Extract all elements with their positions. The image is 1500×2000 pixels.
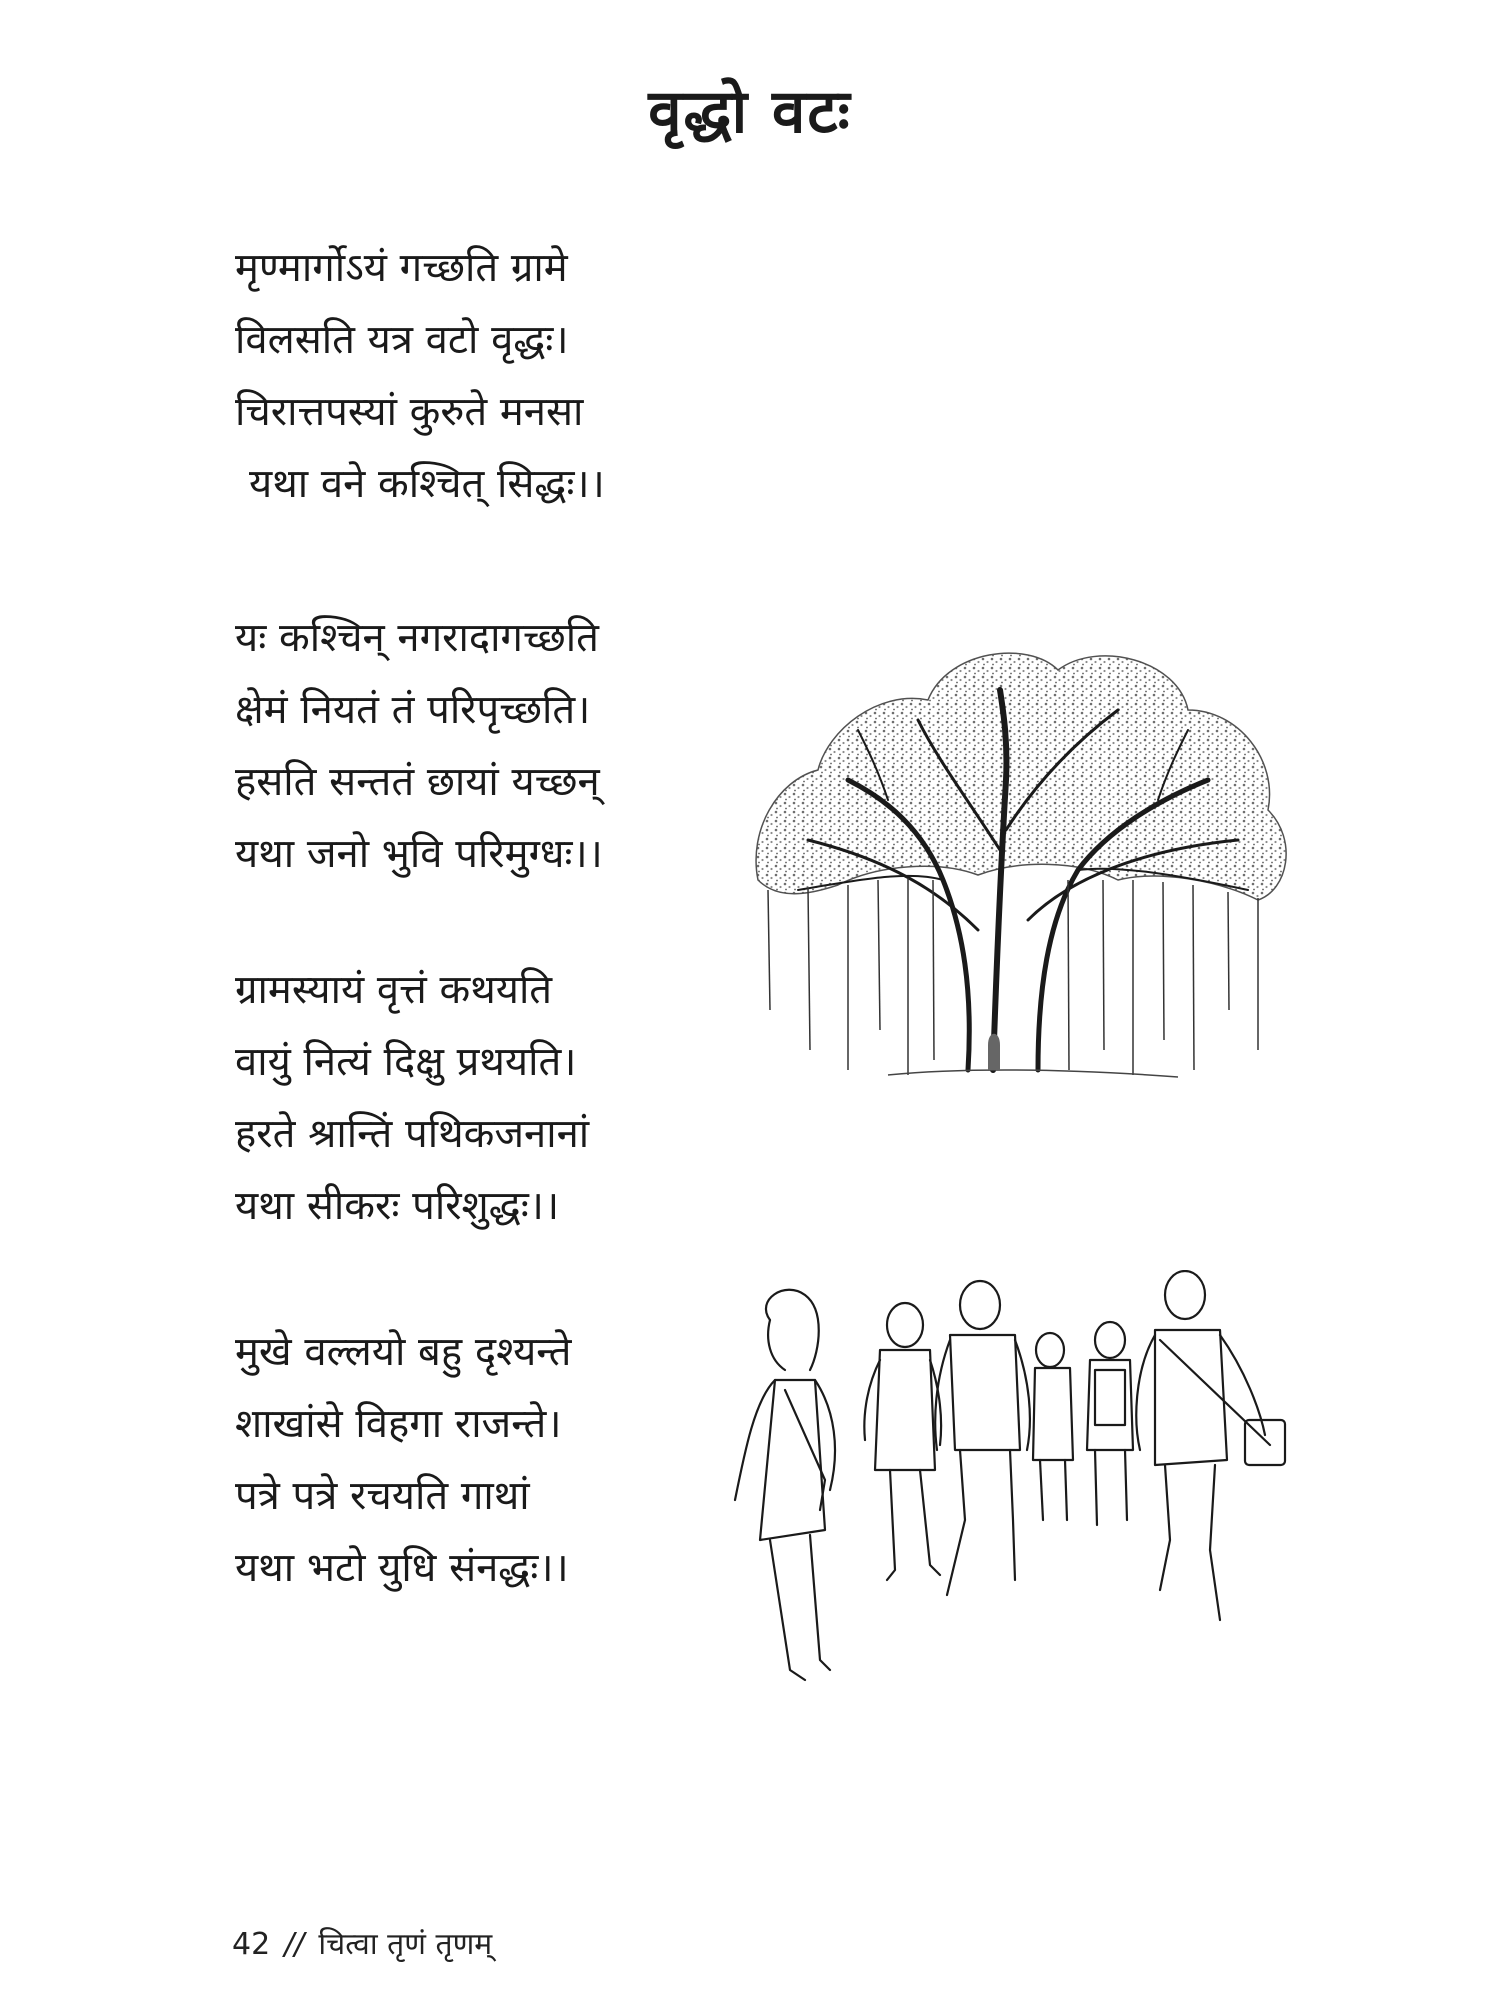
book-title: चित्वा तृणं तृणम् — [318, 1927, 493, 1962]
verse-line: मृण्मार्गोऽयं गच्छति ग्रामे — [235, 245, 568, 291]
poem-title: वृद्धो वटः — [648, 77, 852, 147]
verse-line: यथा भटो युधि संनद्धः।। — [235, 1545, 569, 1591]
page-number: 42 — [232, 1927, 271, 1962]
verse-line: हरते श्रान्तिं पथिकजनानां — [235, 1111, 590, 1157]
verse-line: यथा वने कश्चित् सिद्धः।। — [249, 461, 605, 507]
person-figure — [864, 1303, 941, 1580]
stanza-2 — [235, 602, 755, 890]
tree-aerial-roots — [768, 878, 1258, 1075]
person-figure — [1033, 1333, 1073, 1520]
verse-line: विलसति यत्र वटो वृद्धः। — [235, 317, 569, 363]
verse-line: यथा जनो भुवि परिमुग्धः।। — [235, 831, 603, 877]
footer-separator: // — [284, 1927, 305, 1962]
stanza-3 — [235, 954, 755, 1242]
walking-people-illustration — [715, 1270, 1320, 1710]
banyan-tree-illustration — [738, 630, 1298, 1100]
person-figure — [935, 1281, 1030, 1595]
verse-line: मुखे वल्लयो बहु दृश्यन्ते — [235, 1329, 572, 1375]
tree-canopy — [756, 653, 1286, 900]
verse-line: पत्रे पत्रे रचयति गाथां — [235, 1473, 530, 1519]
person-figure — [735, 1290, 835, 1680]
verse-line: शाखांसे विहगा राजन्ते। — [235, 1401, 562, 1447]
verse-line: यथा सीकरः परिशुद्धः।। — [235, 1183, 560, 1229]
verse-line: वायुं नित्यं दिक्षु प्रथयति। — [235, 1039, 577, 1085]
person-figure — [1136, 1271, 1285, 1620]
stanza-1 — [235, 232, 755, 520]
verse-line: चिरात्तपस्यां कुरुते मनसा — [235, 389, 584, 435]
stanza-4 — [235, 1316, 755, 1604]
person-figure — [1087, 1322, 1133, 1525]
verse-line: क्षेमं नियतं तं परिपृच्छति। — [235, 687, 591, 733]
page-footer — [232, 1922, 492, 1963]
verse-line: हसति सन्ततं छायां यच्छन् — [235, 759, 600, 805]
verse-line: ग्रामस्यायं वृत्तं कथयति — [235, 967, 553, 1013]
verse-line: यः कश्चिन् नगरादागच्छति — [235, 615, 599, 661]
